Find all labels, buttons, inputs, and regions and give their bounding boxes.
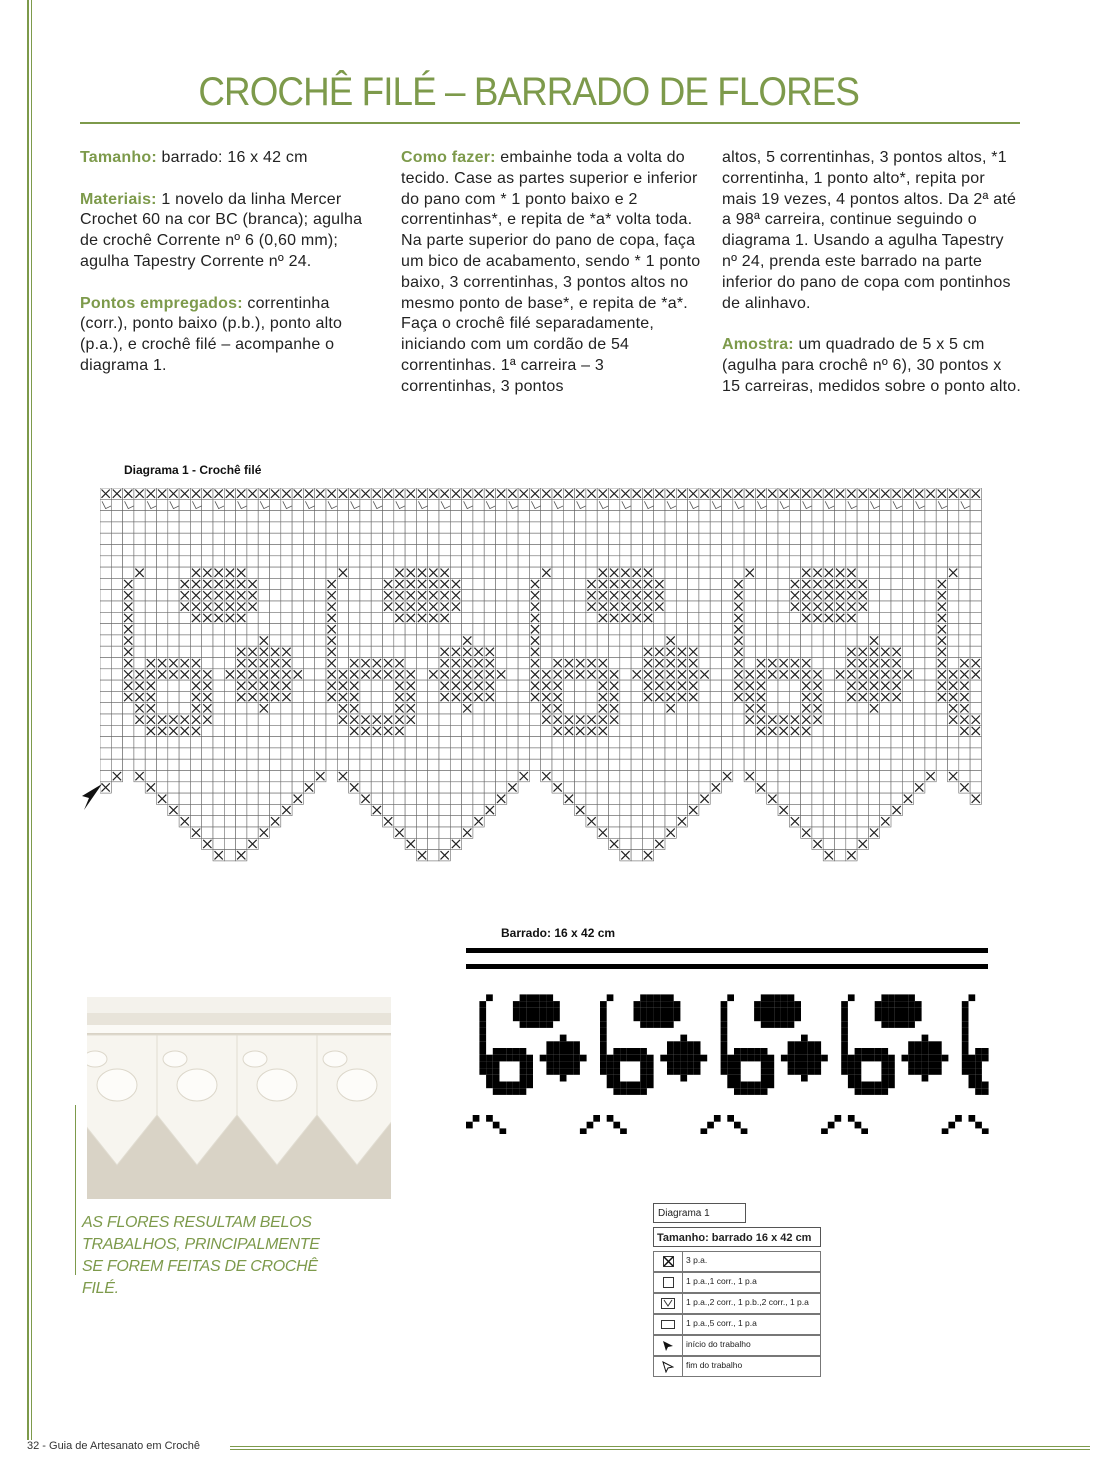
lace-photo	[87, 997, 391, 1199]
stitches-text: correntinha (corr.), ponto baixo (p.b.), ponto alto (p.a.), e crochê filé – acompanhe o diagrama 1.	[80, 294, 343, 374]
legend-row	[653, 1356, 821, 1377]
column-2	[401, 148, 701, 418]
legend-row	[653, 1272, 821, 1293]
start-arrow-icon	[654, 1336, 683, 1355]
size-label: Tamanho:	[80, 149, 157, 166]
barrado-silhouette	[466, 946, 990, 1134]
page-left-rule	[27, 0, 29, 1440]
photo-caption: AS FLORES RESULTAM BELOS TRABALHOS, PRINCIPALMENTE SE FOREM FEITAS DE CROCHÊ FILÉ.	[82, 1214, 320, 1297]
stitches-paragraph	[80, 294, 380, 377]
sample-paragraph	[722, 335, 1022, 397]
start-arrow-icon	[80, 782, 104, 812]
cross-icon	[654, 1252, 683, 1271]
howto-label: Como fazer:	[401, 149, 496, 166]
end-arrow-icon	[654, 1357, 683, 1376]
footer-rule-2	[230, 1449, 1090, 1450]
howto-continued: altos, 5 correntinhas, 3 pontos altos, *1 correntinha, 1 ponto alto*, repita por mais 19 vezes, 4 pontos altos. Da 2ª até a 98ª carreira, continue seguindo o diagrama 1. Usando a agulha Tapestry nº 24, prenda este barrado na parte inferior do pano de copa com pontinhos de alinhavo.	[722, 149, 1017, 312]
lace-photo-pattern	[87, 1025, 391, 1175]
legend-header: Diagrama 1	[653, 1203, 746, 1223]
legend-text: fim do trabalho	[686, 1360, 743, 1370]
column-3	[722, 148, 1022, 418]
filet-crochet-chart	[100, 488, 992, 878]
page-title: CROCHÊ FILÉ – BARRADO DE FLORES	[198, 70, 859, 114]
legend-text: 1 p.a.,2 corr., 1 p.b.,2 corr., 1 p.a	[686, 1297, 809, 1307]
size-text: barrado: 16 x 42 cm	[156, 149, 308, 166]
sample-label: Amostra:	[722, 336, 794, 354]
title-rule	[80, 122, 1020, 124]
page-footer: 32 - Guia de Artesanato em Crochê	[27, 1440, 201, 1452]
legend-text: 1 p.a.,1 corr., 1 p.a	[686, 1276, 757, 1286]
barrado-title: Barrado: 16 x 42 cm	[501, 926, 616, 940]
diagram1-title: Diagrama 1 - Crochê filé	[124, 463, 262, 477]
materials-paragraph	[80, 190, 380, 273]
open-square-icon	[654, 1273, 683, 1292]
legend-size: Tamanho: barrado 16 x 42 cm	[653, 1227, 821, 1247]
footer-rule	[230, 1446, 1090, 1447]
page-left-rule-inner	[31, 0, 32, 1440]
column-1	[80, 148, 380, 398]
legend-row	[653, 1314, 821, 1335]
materials-text: 1 novelo da linha Mercer Crochet 60 na cor BC (branca); agulha de crochê Corrente nº 6 (0,60 mm); agulha Tapestry Corrente nº 24.	[80, 190, 363, 270]
stitches-label: Pontos empregados:	[80, 294, 243, 312]
size-paragraph	[80, 148, 380, 169]
howto-paragraph	[401, 148, 701, 398]
caption-rule	[75, 1105, 76, 1275]
legend-row	[653, 1251, 821, 1272]
materials-label: Materiais:	[80, 190, 157, 208]
bar-icon	[654, 1315, 683, 1334]
legend-text: 1 p.a.,5 corr., 1 p.a	[686, 1318, 757, 1328]
legend-text: 3 p.a.	[686, 1255, 708, 1265]
howto-text: embainhe toda a volta do tecido. Case as partes superior e inferior do pano com * 1 ponto baixo e 2 correntinhas*, e repita de *a* volta toda. Na parte superior do pano de copa, faça um bico de acabamento, sendo * 1 ponto baixo, 3 correntinhas, 3 pontos altos no mesmo ponto de base*, e repita de *a*. Faça o crochê filé separadamente, iniciando com um cordão de 54 correntinhas. 1ª carreira – 3 correntinhas, 3 pontos	[401, 149, 701, 395]
sample-text: um quadrado de 5 x 5 cm (agulha para crochê nº 6), 30 pontos x 15 carreiras, medidos sobre o ponto alto.	[722, 336, 1022, 395]
legend-text: início do trabalho	[686, 1339, 751, 1349]
lacet-icon	[654, 1294, 683, 1313]
legend-row	[653, 1335, 821, 1356]
legend-row	[653, 1293, 821, 1314]
